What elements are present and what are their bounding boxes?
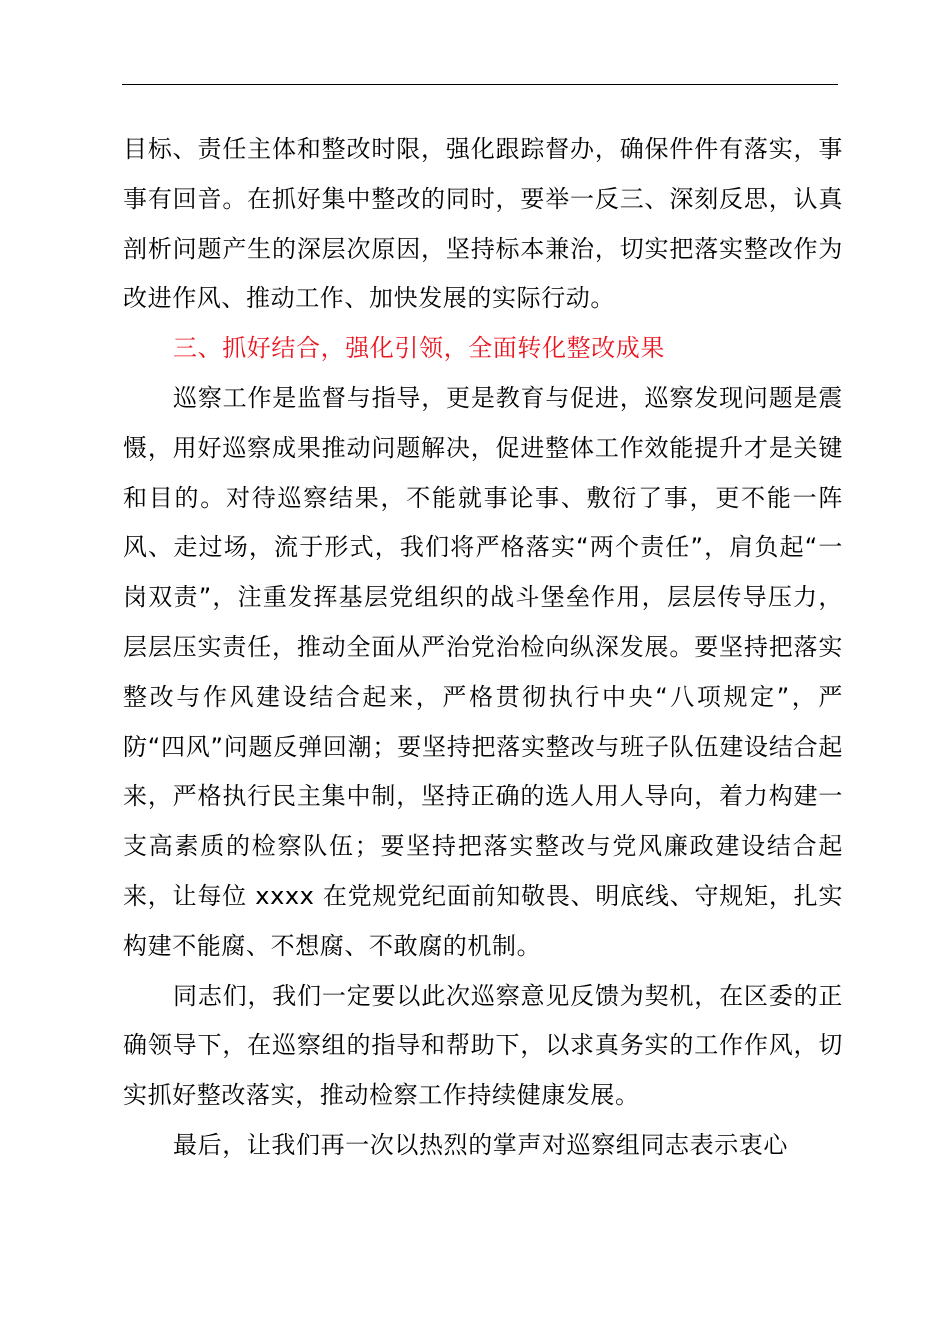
section-heading-three: 三、抓好结合，强化引领，全面转化整改成果 [173, 334, 665, 363]
paragraph-inspection-work: 巡察工作是监督与指导，更是教育与促进，巡察发现问题是震慑，用好巡察成果推动问题解决，促进整体工作效能提升才是关键和目的。对待巡察结果，不能就事论事、敷衍了事，更不能一阵风、走过场，流于形式，我们将严格落实“两个责任”，肩负起“一岗双责”，注重发挥基层党组织的战斗堡垒作用，层层传导压力，层层压实责任，推动全面从严治党治检向纵深发展。要坚持把落实整改与作风建设结合起来，严格贯彻执行中央“八项规定”，严防“四风”问题反弹回潮；要坚持把落实整改与班子队伍建设结合起来，严格执行民主集中制，坚持正确的选人用人导向，着力构建一支高素质的检察队伍；要坚持把落实整改与党风廉政建设结合起来，让每位 xxxx 在党规党纪面前知敬畏、明底线、守规矩，扎实构建不能腐、不想腐、不敢腐的机制。 [123, 383, 843, 960]
paragraph-closing: 最后，让我们再一次以热烈的掌声对巡察组同志表示衷心 [173, 1130, 788, 1159]
paragraph-rectification-targets: 目标、责任主体和整改时限，强化跟踪督办，确保件件有落实，事事有回音。在抓好集中整改的同时，要举一反三、深刻反思，认真剖析问题产生的深层次原因，坚持标本兼治，切实把落实整改作为改进作风、推动工作、加快发展的实际行动。 [123, 135, 843, 313]
paragraph-comrades: 同志们，我们一定要以此次巡察意见反馈为契机，在区委的正确领导下，在巡察组的指导和帮助下，以求真务实的工作作风，切实抓好整改落实，推动检察工作持续健康发展。 [123, 981, 843, 1110]
header-rule [122, 84, 838, 85]
document-body [123, 125, 843, 1171]
